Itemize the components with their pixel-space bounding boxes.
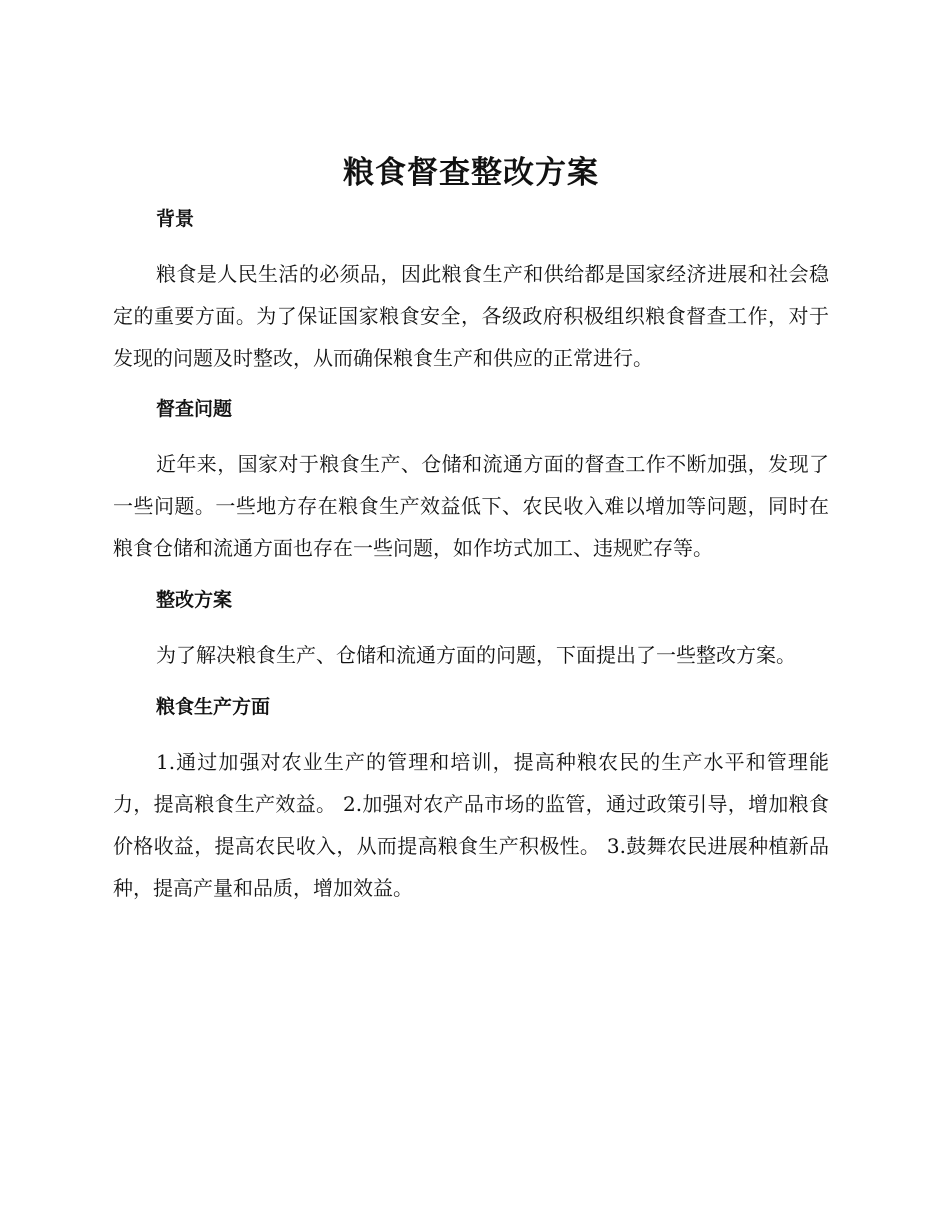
section-paragraph-grain-production: 1.通过加强对农业生产的管理和培训，提高种粮农民的生产水平和管理能力，提高粮食生产效益。 2.加强对农产品市场的监管，通过政策引导，增加粮食价格收益，提高农民收入，从而提高粮食生产积极性。 3.鼓舞农民进展种植新品种，提高产量和品质，增加效益。 bbox=[113, 750, 829, 900]
section-heading-background: 背景 bbox=[156, 208, 195, 230]
section-paragraph-background: 粮食是人民生活的必须品，因此粮食生产和供给都是国家经济进展和社会稳定的重要方面。为了保证国家粮食安全，各级政府积极组织粮食督查工作，对于发现的问题及时整改，从而确保粮食生产和供应的正常进行。 bbox=[113, 262, 829, 370]
document-body bbox=[113, 148, 829, 909]
section-heading-rectification-plan: 整改方案 bbox=[156, 589, 233, 611]
document-title: 粮食督查整改方案 bbox=[343, 155, 599, 191]
section-heading-inspection-issues: 督查问题 bbox=[156, 398, 233, 420]
section-paragraph-inspection-issues: 近年来，国家对于粮食生产、仓储和流通方面的督查工作不断加强，发现了一些问题。一些地方存在粮食生产效益低下、农民收入难以增加等问题，同时在粮食仓储和流通方面也存在一些问题，如作坊式加工、违规贮存等。 bbox=[113, 452, 829, 560]
section-heading-grain-production: 粮食生产方面 bbox=[156, 696, 271, 718]
section-paragraph-rectification-plan: 为了解决粮食生产、仓储和流通方面的问题，下面提出了一些整改方案。 bbox=[156, 643, 796, 667]
